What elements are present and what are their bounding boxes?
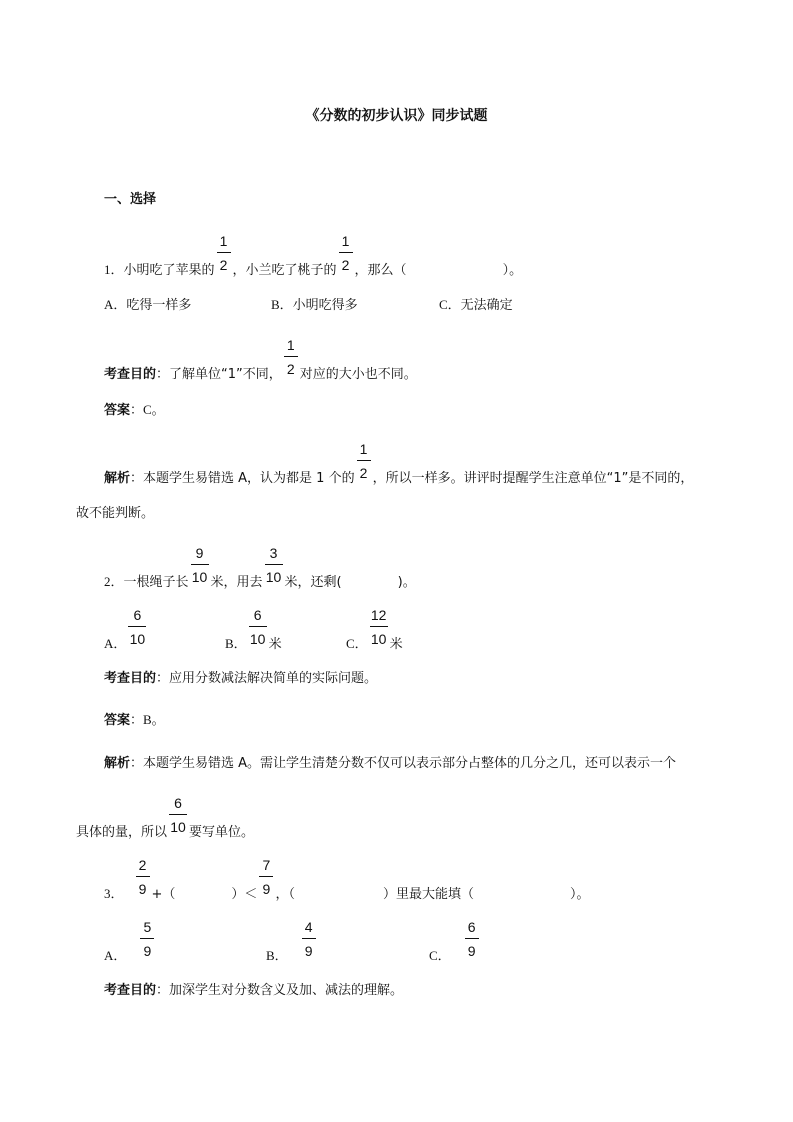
q1-option-b: B．小明吃得多: [271, 297, 358, 313]
fraction: $\frac{12}{10}$: [370, 607, 387, 647]
q2-purpose: 考查目的：应用分数减法解决简单的实际问题。: [104, 671, 378, 686]
purpose-label: 考查目的: [104, 367, 157, 382]
q1-answer: 答案：C。: [104, 402, 165, 418]
question-text: ）。: [502, 263, 523, 278]
question-number: 1．: [104, 262, 124, 277]
question-text: 小明吃了苹果的: [123, 263, 215, 278]
fraction: $\frac{1}{2}$: [284, 362, 298, 378]
question-text: ，那么（: [354, 263, 407, 278]
question-number: 3．: [104, 886, 124, 901]
question-2: 2．一根绳子长 $\frac{9}{10}$ 米，用去 $\frac{3}{10}$ 米，还剩( )。: [104, 545, 416, 590]
fraction: $\frac{6}{9}$: [465, 944, 479, 960]
q1-analysis-cont: 故不能判断。: [76, 506, 155, 521]
purpose-label: 考查目的: [104, 671, 157, 686]
q2-analysis: 解析：本题学生易错选 A。需让学生清楚分数不仅可以表示部分占整体的几分之几，还可以表示一个: [104, 756, 677, 771]
section-heading: 一、选择: [104, 192, 157, 207]
q1-purpose: 考查目的：了解单位“1”不同， $\frac{1}{2}$ 对应的大小也不同。: [104, 337, 417, 382]
q3-purpose: 考查目的：加深学生对分数含义及加、减法的理解。: [104, 983, 404, 998]
q2-option-c: C． $\frac{12}{10}$ 米: [346, 607, 403, 652]
fraction: $\frac{3}{10}$: [265, 545, 282, 585]
fraction: $\frac{7}{9}$: [259, 882, 273, 898]
fraction: $\frac{1}{2}$: [339, 258, 353, 274]
fraction: $\frac{1}{2}$: [357, 466, 371, 482]
purpose-label: 考查目的: [104, 983, 157, 998]
q1-analysis: 解析：本题学生易错选 A，认为都是 1 个的 $\frac{1}{2}$ ，所以一样多。讲评时提醒学生注意单位“1”是不同的，: [104, 441, 694, 486]
q3-option-b: B． $\frac{4}{9}$: [266, 944, 318, 965]
q3-option-c: C． $\frac{6}{9}$: [429, 944, 481, 965]
question-number: 2．: [104, 574, 124, 589]
fraction: $\frac{2}{9}$: [136, 882, 150, 898]
analysis-label: 解析: [104, 756, 131, 771]
q1-option-c: C．无法确定: [439, 297, 513, 313]
q3-option-a: A． $\frac{5}{9}$: [104, 944, 156, 965]
fraction: $\frac{6}{10}$: [249, 607, 266, 647]
fraction: $\frac{5}{9}$: [140, 944, 154, 960]
question-3: 3． $\frac{2}{9}$ +（ ）＜ $\frac{7}{9}$ ，（ ）里最大能填（ ）。: [104, 857, 590, 902]
fraction: $\frac{4}{9}$: [302, 944, 316, 960]
q1-option-a: A．吃得一样多: [104, 297, 192, 313]
analysis-label: 解析: [104, 471, 131, 486]
q2-option-a: A． $\frac{6}{10}$: [104, 607, 146, 651]
answer-label: 答案: [104, 713, 131, 728]
answer-label: 答案: [104, 403, 131, 418]
q2-answer: 答案：B。: [104, 712, 165, 728]
q2-option-b: B． $\frac{6}{10}$ 米: [225, 607, 282, 652]
question-text: ，小兰吃了桃子的: [232, 263, 337, 278]
document-title: 《分数的初步认识》同步试题: [305, 108, 488, 124]
fraction: $\frac{9}{10}$: [191, 545, 208, 585]
fraction: $\frac{6}{10}$: [129, 607, 146, 647]
question-1: [104, 233, 523, 279]
fraction: $\frac{1}{2}$: [217, 258, 231, 274]
fraction: $\frac{6}{10}$: [170, 795, 186, 835]
q2-analysis-cont: 具体的量，所以 $\frac{6}{10}$ 要写单位。: [76, 795, 255, 840]
